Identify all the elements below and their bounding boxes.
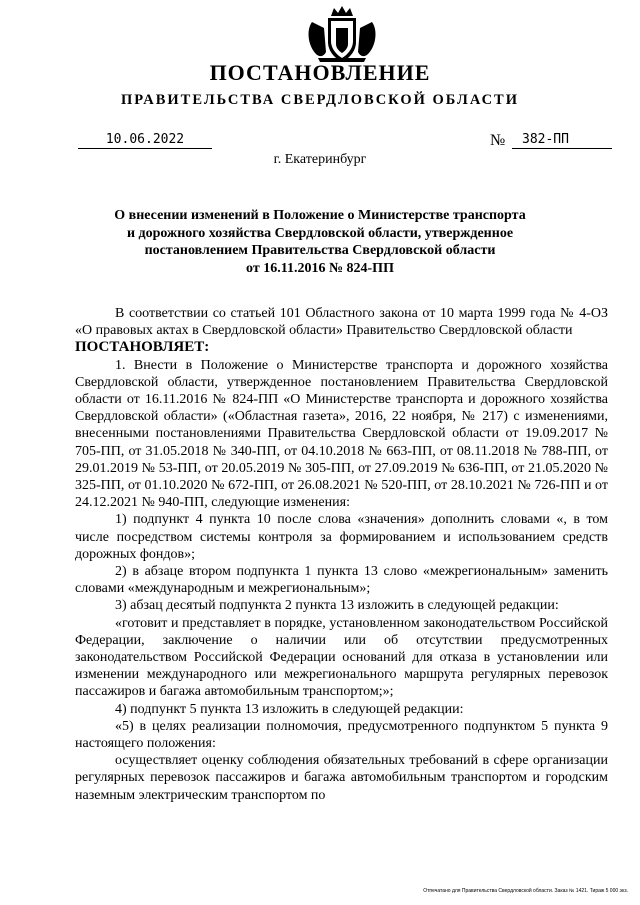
body-paragraph: осуществляет оценку соблюдения обязательных требований в сфере организации регулярных перевозок пассажиров и багажа автомобильным транспортом и городским наземным электрическим транспортом по [75,753,608,803]
document-title: ПОСТАНОВЛЕНИЕ [209,60,431,85]
document-number: 382-ПП [512,132,612,149]
body-paragraph: 1. Внести в Положение о Министерстве транспорта и дорожного хозяйства Свердловской области, утвержденное постановлением Правительства Свердловской области от 16.11.2016 № 824-ПП «О Министерстве транспорта и дорожного хозяйства Свердловской области» («Областная газета», 2016, 22 ноября, № 217) с изменениями, внесенными постановлениями Правительства Свердловской области от 19.09.2017 № 705-ПП, от 31.05.2018 № 340-ПП, от 04.10.2018 № 663-ПП, от 08.11.2018 № 788-ПП, от 29.01.2019 № 53-ПП, от 20.05.2019 № 305-ПП, от 27.09.2019 № 636-ПП, от 21.05.2020 № 325-ПП, от 01.10.2020 № 672-ПП, от 26.08.2021 № 520-ПП, от 28.10.2021 № 726-ПП и от 24.12.2021 № 940-ПП, следующие изменения: [75,357,608,511]
resolves-heading: ПОСТАНОВЛЯЕТ: [75,339,210,356]
body-paragraph: 1) подпункт 4 пункта 10 после слова «значения» дополнить словами «, в том числе посредством системы контроля за формированием и использованием средств дорожных фондов»; [75,512,608,562]
heading-line: и дорожного хозяйства Свердловской области, утвержденное [126,225,514,241]
body-paragraph: 2) в абзаце втором подпункта 1 пункта 13 слово «межрегиональным» заменить словами «международным и межрегиональным»; [75,564,608,597]
document-city: г. Екатеринбург [273,152,367,167]
heading-line: от 16.11.2016 № 824-ПП [246,260,394,276]
number-label: № [490,132,506,149]
body-paragraph: 4) подпункт 5 пункта 13 изложить в следующей редакции: [115,701,464,717]
print-imprint: Отпечатано для Правительства Свердловской области. Заказ № 1421. Тираж 5 000 экз. [423,888,628,894]
document-subtitle: ПРАВИТЕЛЬСТВА СВЕРДЛОВСКОЙ ОБЛАСТИ [120,92,520,108]
body-paragraph: «готовит и представляет в порядке, установленном законодательством Российской Федерации, заключение о наличии или об отсутствии предусмотренных законодательством Российской Федерации оснований для отказа в установлении или изменении международного или межрегионального маршрута регулярных перевозок пассажиров и багажа автомобильным транспортом;»; [75,615,608,700]
document-heading [70,207,570,277]
intro-paragraph: В соответствии со статьей 101 Областного закона от 10 марта 1999 года № 4-ОЗ «О правовых актах в Свердловской области» Правительство Свердловской области [75,306,608,339]
body-paragraph: 3) абзац десятый подпункта 2 пункта 13 изложить в следующей редакции: [115,598,559,614]
heading-line: О внесении изменений в Положение о Министерстве транспорта [114,208,526,223]
body-paragraph: «5) в целях реализации полномочия, предусмотренного подпунктом 5 пункта 9 настоящего положения: [75,718,608,752]
coat-of-arms-icon [298,4,386,64]
document-date: 10.06.2022 [78,132,212,149]
document-body [75,305,608,804]
heading-line: постановлением Правительства Свердловской области [144,243,496,258]
